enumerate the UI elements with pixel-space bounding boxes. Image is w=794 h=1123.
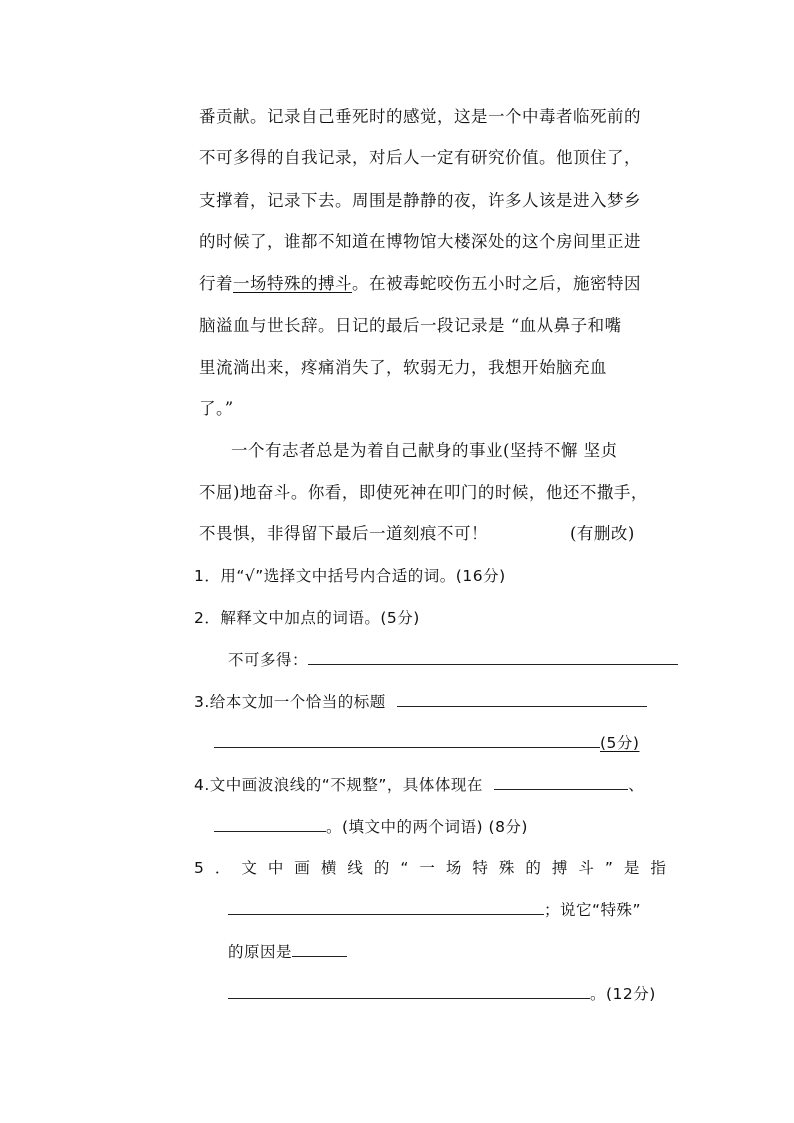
answer-blank[interactable] xyxy=(308,650,678,665)
answer-blank[interactable] xyxy=(228,984,590,999)
underlined-phrase: 一场特殊的搏斗 xyxy=(233,274,352,293)
question-3 xyxy=(194,692,647,712)
passage-line-2: 不可多得的自我记录，对后人一定有研究价值。他顶住了， xyxy=(199,148,641,167)
question-1: 1．用“√”选择文中括号内合适的词。(16分) xyxy=(194,567,506,585)
answer-blank[interactable] xyxy=(214,733,600,748)
question-5: 5．文中画横线的“一场特殊的搏斗”是指 xyxy=(194,859,677,877)
passage-text: 。在被毒蛇咬伤五小时之后，施密特因 xyxy=(352,274,641,293)
question-4-cont xyxy=(214,817,528,837)
answer-blank[interactable] xyxy=(228,900,544,915)
question-text: ；说它“特殊” xyxy=(544,901,642,919)
paragraph-2-line-1: 一个有志者总是为着自己献身的事业(坚持不懈 坚贞 xyxy=(231,441,618,460)
question-text: 。(12分) xyxy=(590,985,656,1003)
passage-line-4: 的时候了，谁都不知道在博物馆大楼深处的这个房间里正进 xyxy=(199,232,641,251)
answer-blank[interactable] xyxy=(397,692,647,707)
question-2-item xyxy=(228,650,678,670)
question-points: (5分) xyxy=(600,734,640,752)
question-5-tail xyxy=(228,984,656,1004)
term-label: 不可多得： xyxy=(228,651,309,669)
answer-blank[interactable] xyxy=(292,942,347,957)
paragraph-2-line-3 xyxy=(199,524,488,544)
question-4 xyxy=(194,775,644,795)
source-note: (有删改) xyxy=(570,524,635,543)
passage-text: 行着 xyxy=(199,274,233,293)
question-text: 。(填文中的两个词语) (8分) xyxy=(326,818,528,836)
passage-line-7: 里流淌出来，疼痛消失了，软弱无力，我想开始脑充血 xyxy=(199,358,607,377)
passage-line-1: 番贡献。记录自己垂死时的感觉，这是一个中毒者临死前的 xyxy=(199,107,641,126)
question-text: 的原因是 xyxy=(228,943,293,961)
question-5-cont xyxy=(228,900,641,920)
passage-text: 不畏惧，非得留下最后一道刻痕不可！ xyxy=(199,524,488,543)
separator: 、 xyxy=(628,776,645,794)
passage-line-3: 支撑着，记录下去。周围是静静的夜，许多人该是进入梦乡 xyxy=(199,191,641,210)
question-2: 2．解释文中加点的词语。(5分) xyxy=(194,609,420,627)
passage-line-6: 脑溢血与世长辞。日记的最后一段记录是 “血从鼻子和嘴 xyxy=(199,316,622,335)
answer-blank[interactable] xyxy=(214,817,326,832)
question-text: 3.给本文加一个恰当的标题 xyxy=(194,693,386,711)
question-5-reason xyxy=(228,942,347,962)
question-3-cont xyxy=(214,733,639,753)
passage-line-5 xyxy=(199,274,641,294)
answer-blank[interactable] xyxy=(494,775,628,790)
question-text: 4.文中画波浪线的“不规整”，具体体现在 xyxy=(194,776,483,794)
paragraph-2-line-2: 不屈)地奋斗。你看，即使死神在叩门的时候，他还不撒手， xyxy=(199,483,648,502)
passage-line-8: 了。” xyxy=(199,399,234,418)
